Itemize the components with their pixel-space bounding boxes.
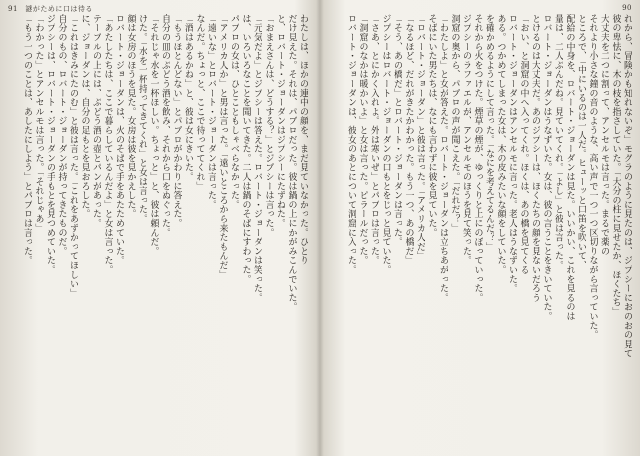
text-column: 「おい、と洞窟の中へ入ってくれ。ほくは、あの橋を見てくる bbox=[518, 14, 529, 275]
text-column: を確かめるようにして言った。「なにを考えてるんだ？」 bbox=[484, 14, 494, 252]
text-column: なんだ。ちょっと、ここで待っててくれ」 bbox=[194, 14, 205, 191]
text-column: そばにいた男たちは、なにも言わずに彼を見ていた。 bbox=[426, 14, 437, 238]
text-column: 彼の卑怯に、木の枝を指さしていた。「大分の柱に見せたか、ほくたち」 bbox=[610, 14, 621, 317]
text-column: 「あたしたちは、ここで暮らしているんだよ」と女は言った。 bbox=[102, 14, 113, 275]
text-column: ロバート・ジョーダンはうなずいた。女は、彼の言うことをきいていた。 bbox=[541, 14, 552, 321]
text-column: 「おまえさんは、どうする？」とジプシーは言った。 bbox=[263, 14, 274, 238]
text-column: それから火をつけた。煙草の煙が、ゆっくりと上にのぼっていった。 bbox=[472, 14, 483, 303]
text-column: 「元気だよ」とジプシーは答えた。ロバート・ジョーダンは笑った。 bbox=[252, 14, 262, 303]
text-column: ある。つかめてしまった女は、木の皮みたいな顔をしていた。 bbox=[495, 14, 506, 275]
text-column: 「もう一つのことは、あしたにしよう」とパブロは言った。 bbox=[22, 14, 32, 266]
text-column: は、いろいろなことを聞いてきた。二人は鍋のそばにすわった。 bbox=[240, 14, 251, 284]
text-column: 自分のもの、ロバート・ジョーダンが持ってきたものだ。 bbox=[56, 14, 67, 256]
text-column: 顔は女房のほうを見た。女房は彼を見かえした。 bbox=[125, 14, 136, 219]
text-column: 「わたしよ」と女が答えた。ロバート・ジョーダンは立ちあがった。 bbox=[438, 14, 448, 303]
text-column: れから、冒険かも知れないぞ」モグラのように見たのは、ジプシーにおのおの見て bbox=[622, 14, 632, 359]
text-column: 「なるほど、だれがきたかわかった。もう一つ、あの橋だ」 bbox=[403, 14, 414, 266]
text-column: 「それじゃ水を一杯ほしい。ちょっと」と、彼は頼んだ。 bbox=[148, 14, 159, 256]
left-page-text bbox=[8, 14, 308, 450]
text-column: テーブルの上には、ぶどう酒の壺とパンがあった。 bbox=[91, 14, 101, 228]
text-column: ロバート・ジョーダンは、彼女のあとについて洞窟に入った。 bbox=[346, 14, 356, 275]
right-page-number: 90 bbox=[622, 4, 632, 12]
text-column: ジプシーは、ロバート・ジョーダンの手もとを見つめていた。 bbox=[45, 14, 55, 275]
text-column: パブロの女は、ひとこともしゃべらなかった。 bbox=[229, 14, 239, 210]
text-column: ロバート・ジョーダンは、火のそばで手をあたためていた。 bbox=[114, 14, 124, 266]
text-column: けた。「水を一杯持ってきてくれ」と女は言った。 bbox=[137, 14, 147, 224]
book-gutter bbox=[316, 0, 324, 456]
text-column: 「アメリカ人か」と男は言った。「遠いところから来たもんだ」 bbox=[217, 14, 228, 280]
text-column: 「もうほとんどない」とパブロがかわりに答えた。 bbox=[171, 14, 182, 228]
text-column: ジプシーはロバート・ジョーダンの口もとをじっと見ていた。 bbox=[380, 14, 391, 275]
text-column: 「さあ、とにかく入れよ。外は寒いぜ」とパブロは言った。 bbox=[369, 14, 379, 266]
text-column: 「わかった」とアンセルモは言った。「それじゃあ」 bbox=[33, 14, 44, 233]
text-column: 「遠いな」とロバート・ジョーダンは言った。 bbox=[206, 14, 216, 210]
text-column: それより小さな鐘の音のような、高い声で一つ一つ区切りながら言っていた。 bbox=[587, 14, 598, 340]
text-column: 自分の皿のぶどう酒を飲み、それから口をぬぐった。 bbox=[160, 14, 170, 238]
text-column: 「これはきみにたのむ」と彼は言った。「これをあずかってほしい」 bbox=[68, 14, 78, 298]
text-column: 「酒はあるかね」と、彼は女にきいた。 bbox=[183, 14, 193, 182]
text-column: に、ジョーダンは、自分の足もとを見おろした。 bbox=[79, 14, 90, 219]
text-column: ロバート・ジョーダンはアンセルモに言った。老人はうなずいた。 bbox=[507, 14, 517, 293]
text-column: とけるのは大丈夫だ。あのジプシーは、ほくたちの顔を見ないだろう bbox=[530, 14, 540, 303]
text-column: ジプシーのラファエルが、アンセルモのほうを見て笑った。 bbox=[461, 14, 471, 266]
left-page-header: 91 謎がために口は待る bbox=[8, 5, 93, 13]
text-column: 「そう、あの橋だ」とロバート・ジョーダンは言った。 bbox=[392, 14, 402, 247]
text-column: だけ見えた。それは、パブロだった。彼は鍋の上にかがみこんでいた。 bbox=[286, 14, 297, 312]
text-column: 洞窟の奥から、パブロの声が聞こえた。「だれだ？」 bbox=[449, 14, 460, 233]
text-column: 大丈夫を二つに割って、アンセルモは言った。まるで薬の bbox=[599, 14, 609, 256]
text-column: ところで、「中にいるのは一人だ。ヒューッと口笛を吹いて、 bbox=[576, 14, 586, 270]
text-column: 配給の中身を、ロバート・ジョーダンは見た。いいかい、これを見るのは bbox=[564, 14, 575, 321]
text-column: 「洞窟のなかは暖かいよ」と女は言った。ピラールだった。 bbox=[357, 14, 368, 266]
text-column: わたしは、ほかの連中の顔を、まだ見ていなかった。ひとり bbox=[298, 14, 308, 266]
right-page-text bbox=[332, 14, 632, 450]
text-column: 「ロバート・ジョーダン」と彼は言った。「アメリカ人だ」 bbox=[415, 14, 425, 261]
text-column: 量は、二人ぶんだね。見ていてくれ。「よし」と彼は言った。 bbox=[553, 14, 563, 270]
text-column: と、ロバート・ジョーダンはジプシーにたずねた。 bbox=[275, 14, 285, 228]
